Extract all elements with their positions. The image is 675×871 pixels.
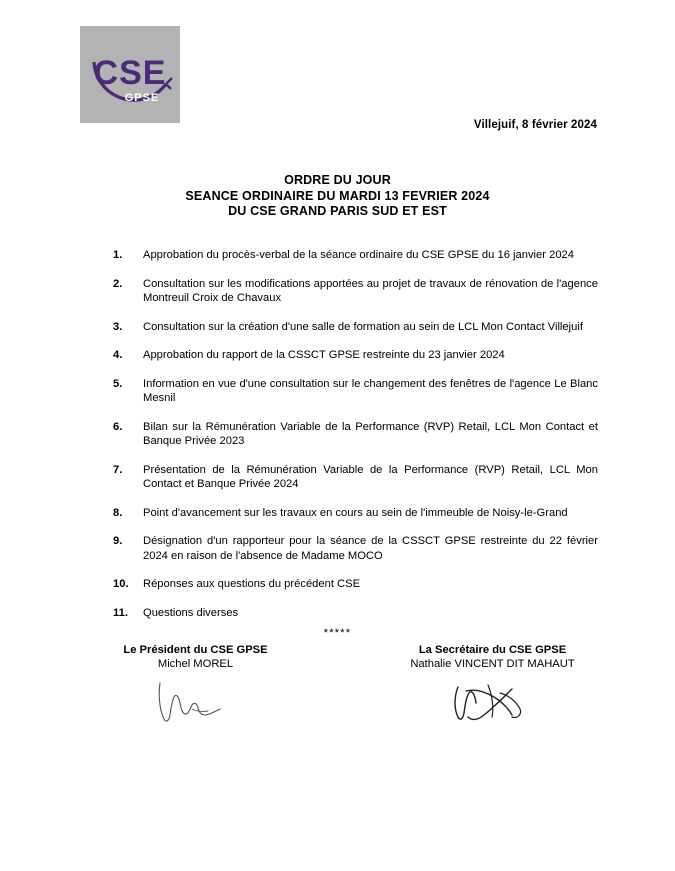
agenda-item-number: 10. [113,578,129,590]
agenda-item [113,506,598,521]
agenda-item [113,277,598,306]
agenda-item-number: 6. [113,420,123,433]
agenda-item [113,320,598,335]
title-line-3: DU CSE GRAND PARIS SUD ET EST [228,204,447,218]
agenda-item [113,377,598,406]
agenda-item-number: 8. [113,506,123,519]
agenda-item-number: 5. [113,377,123,390]
agenda-item-text: Approbation du procès-verbal de la séance ordinaire du CSE GPSE du 16 janvier 2024 [143,249,574,261]
agenda-item [113,577,598,592]
agenda-item-text: Réponses aux questions du précédent CSE [143,578,361,590]
signature-image-president [63,675,328,730]
agenda-item [113,248,598,263]
agenda-item-number: 2. [113,277,123,290]
handwritten-signature-icon [136,675,256,730]
signature-image-secretary [360,675,625,730]
title-line-2: SEANCE ORDINAIRE DU MARDI 13 FEVRIER 2024 [185,188,490,203]
agenda-list [113,248,598,634]
agenda-item-text: Point d'avancement sur les travaux en cours au sein de l'immeuble de Noisy-le-Grand [143,506,568,519]
agenda-item-number: 11. [113,606,128,619]
svg-text:GPSE: GPSE [124,92,160,104]
agenda-item-text: Consultation sur la création d'une salle de formation au sein de LCL Mon Contact Villejuif [143,320,583,333]
document-title [0,173,675,220]
logo-graphic [80,26,180,123]
signature-role: La Secrétaire du CSE GPSE [418,644,567,656]
agenda-item-number: 3. [113,320,123,333]
agenda-item-text: Bilan sur la Rémunération Variable de la Performance (RVP) Retail, LCL Mon Contact et Banque Privée 2023 [143,420,598,447]
agenda-item-text: Information en vue d'une consultation sur le changement des fenêtres de l'agence Le Blanc Mesnil [143,377,598,404]
document-date: Villejuif, 8 février 2024 [473,119,597,131]
agenda-item-text: Désignation d'un rapporteur pour la séance de la CSSCT GPSE restreinte du 22 février 2024 en raison de l'absence de Madame MOCO [143,535,598,562]
agenda-item-text: Consultation sur les modifications apportées au projet de travaux de rénovation de l'agence Montreuil Croix de Chavaux [143,277,598,304]
signature-block-secretary [360,643,625,730]
agenda-item [113,534,598,563]
title-line-1: ORDRE DU JOUR [284,173,391,187]
agenda-item-number: 7. [113,463,123,476]
agenda-item [113,420,598,449]
agenda-item [113,348,598,363]
handwritten-signature-icon [428,675,558,730]
agenda-item-number: 4. [113,349,123,361]
agenda-item-text: Approbation du rapport de la CSSCT GPSE restreinte du 23 janvier 2024 [143,349,505,361]
cse-gpse-logo [80,26,180,123]
agenda-item [113,463,598,492]
signature-name: Nathalie VINCENT DIT MAHAUT [410,658,575,670]
agenda-item-text: Présentation de la Rémunération Variable de la Performance (RVP) Retail, LCL Mon Contact et Banque Privée 2024 [143,463,598,490]
svg-text:CSE: CSE [93,54,167,92]
section-separator: ***** [323,627,352,639]
agenda-item [113,606,598,621]
agenda-item-number: 1. [113,249,123,261]
signature-block-president [63,643,328,730]
agenda-item-text: Questions diverses [143,606,239,619]
agenda-item-number: 9. [113,535,123,547]
signature-role: Le Président du CSE GPSE [123,644,268,656]
signature-name: Michel MOREL [157,658,234,670]
